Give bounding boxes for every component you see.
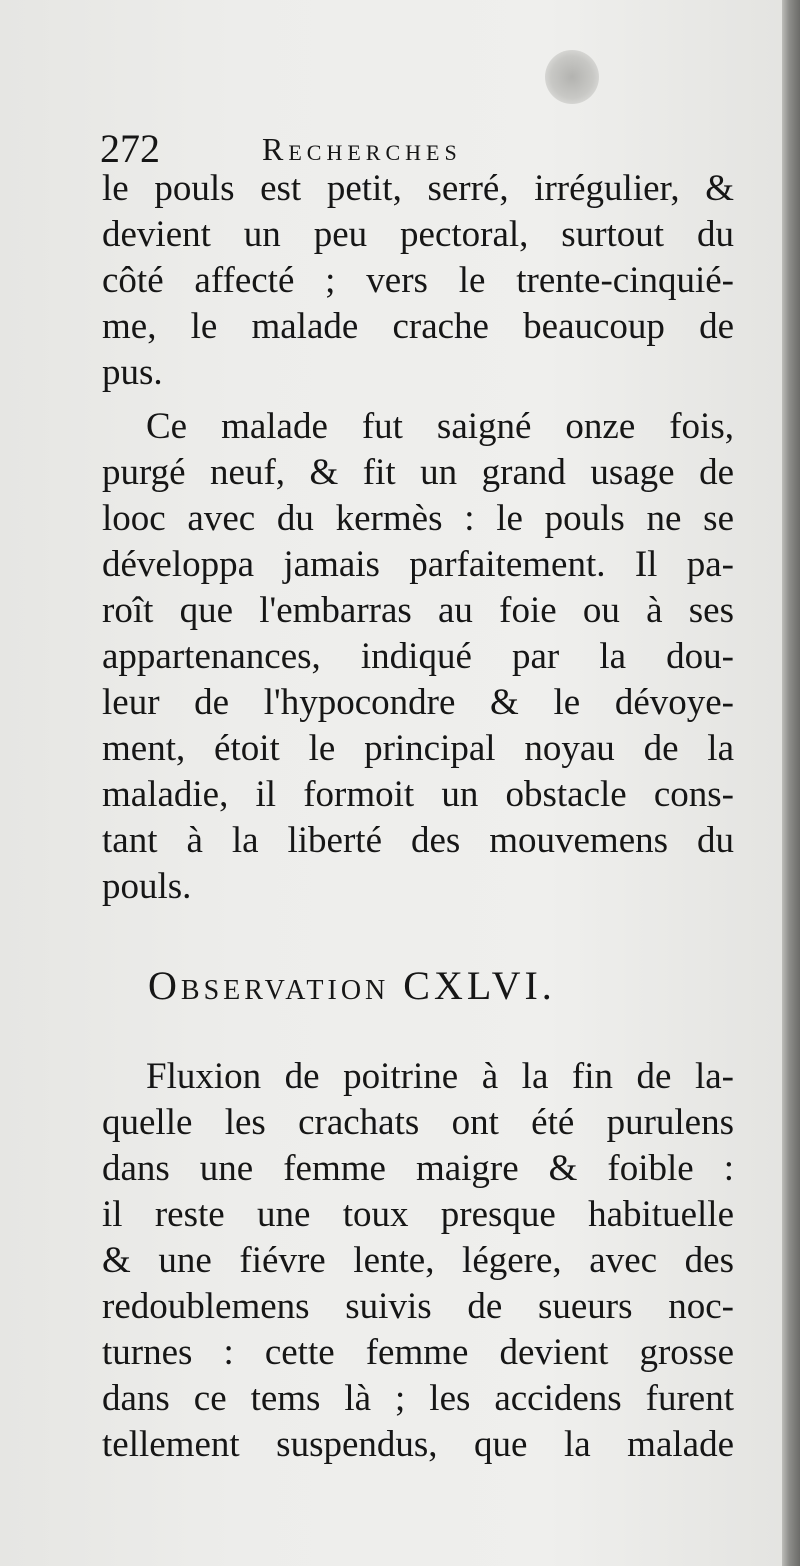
text-line: turnes : cette femme devient grosse <box>102 1332 734 1373</box>
text-line: ment, étoit le principal noyau de la <box>102 728 734 769</box>
text-line: roît que l'embarras au foie ou à ses <box>102 590 734 631</box>
running-head: Recherches <box>262 131 462 167</box>
text-line: pouls. <box>102 866 192 907</box>
text-line: looc avec du kermès : le pouls ne se <box>102 498 734 539</box>
text-line: redoublemens suivis de sueurs noc- <box>102 1286 734 1327</box>
text-line: purgé neuf, & fit un grand usage de <box>102 452 734 493</box>
page-number: 272 <box>100 126 160 171</box>
text-line: dans une femme maigre & foible : <box>102 1148 734 1189</box>
text-line: dans ce tems là ; les accidens furent <box>102 1378 734 1419</box>
observation-title: Observation CXLVI. <box>148 963 556 1008</box>
text-line: côté affecté ; vers le trente-cinquié- <box>102 260 734 301</box>
text-line: leur de l'hypocondre & le dévoye- <box>102 682 734 723</box>
text-line: Fluxion de poitrine à la fin de la- <box>146 1056 734 1097</box>
text-line: quelle les crachats ont été purulens <box>102 1102 734 1143</box>
text-line: tellement suspendus, que la malade <box>102 1424 734 1465</box>
text-line: pus. <box>102 352 163 393</box>
text-line: devient un peu pectoral, surtout du <box>102 214 734 255</box>
text-line: le pouls est petit, serré, irrégulier, & <box>102 168 734 209</box>
text-line: tant à la liberté des mouvemens du <box>102 820 734 861</box>
text-line: il reste une toux presque habituelle <box>102 1194 734 1235</box>
book-gutter <box>782 0 800 1566</box>
text-line: appartenances, indiqué par la dou- <box>102 636 734 677</box>
text-line: & une fiévre lente, légere, avec des <box>102 1240 734 1281</box>
text-line: me, le malade crache beaucoup de <box>102 306 734 347</box>
text-line: Ce malade fut saigné onze fois, <box>146 406 734 447</box>
text-line: développa jamais parfaitement. Il pa- <box>102 544 734 585</box>
paper-stain <box>545 50 599 104</box>
text-line: maladie, il formoit un obstacle cons- <box>102 774 734 815</box>
